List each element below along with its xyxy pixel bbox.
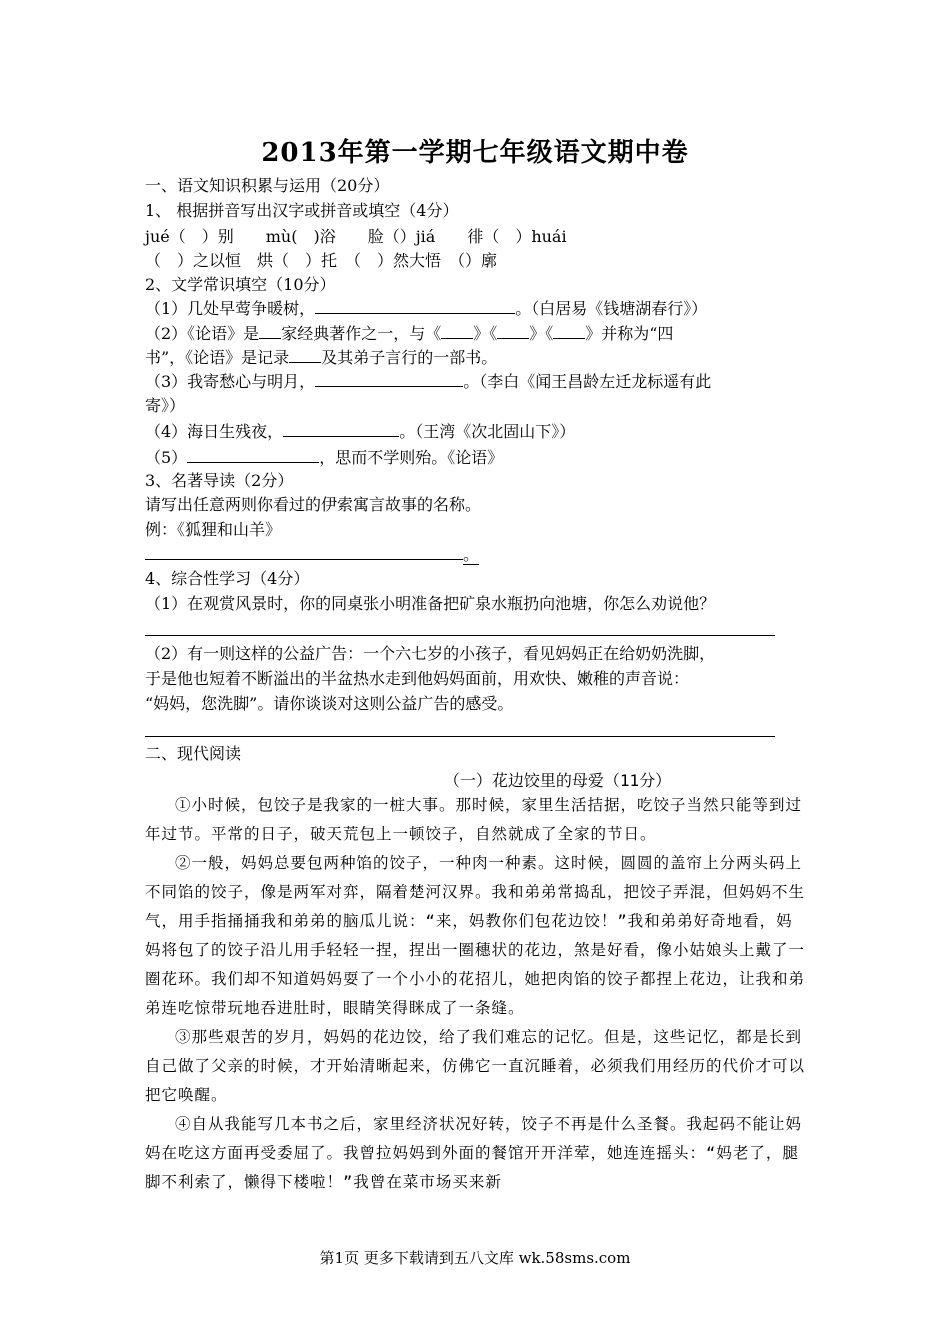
q2-1-suffix: 。（白居易《钱塘湖春行》） <box>515 299 708 318</box>
q3-end: 。 <box>463 545 480 564</box>
q3-heading: 3、名著导读（2分） <box>145 471 294 490</box>
q2-4-suffix: 。（王湾《次北固山下》） <box>399 422 576 441</box>
paragraph-2: ②一般，妈妈总要包两种馅的饺子，一种肉一种素。这时候，圆圆的盖帘上分两头码上不同馅的饺子，像是两军对弈，隔着楚河汉界。我和弟弟常捣乱，把饺子弄混，但妈妈不生气，用手指捅捅我和弟弟的脑瓜儿说：“来，妈教你们包花边饺！”我和弟弟好奇地看，妈妈将包了的饺子沿儿用手轻轻一捏，捏出一圈穗状的花边，煞是好看，像小姑娘头上戴了一圈花环。我们却不知道妈妈耍了一个小小的花招儿，她把肉馅的饺子都捏上花边，让我和弟弟连吃惊带玩地吞进肚时，眼睛笑得眯成了一条缝。 <box>145 854 806 1017</box>
q2-item-2-line-2 <box>145 346 497 370</box>
q2-2-text-b: 家经典著作之一，与《 <box>281 324 442 343</box>
q2-5-prefix: （5） <box>145 448 188 467</box>
q2-2-text-g: 及其弟子言行的一部书。 <box>321 348 498 367</box>
paragraph-1: ①小时候，包饺子是我家的一桩大事。那时候，家里生活拮据，吃饺子当然只能等到过年过节。平常的日子，破天荒包上一顿饺子，自然就成了全家的节日。 <box>145 796 803 843</box>
q2-heading: 2、文学常识填空（10分） <box>145 275 336 294</box>
q2-2-text-e: 》并称为“四 <box>585 324 674 343</box>
paragraph-4: ④自从我能写几本书之后，家里经济状况好转，饺子不再是什么圣餐。我起码不能让妈妈在吃这方面再受委屈了。我曾拉妈妈到外面的餐馆开开洋荤，她连连摇头：“妈老了，腿脚不利索了，懒得下楼啦！”我曾在菜市场买来新 <box>145 1115 803 1191</box>
reading-passage <box>145 791 805 1197</box>
q3-example: 例：《狐狸和山羊》 <box>145 520 282 539</box>
q4-2-answer-line[interactable] <box>145 736 775 737</box>
q2-4-prefix: （4）海日生残夜， <box>145 422 284 441</box>
q2-3-blank[interactable] <box>315 370 463 387</box>
q4-item-2-line-3: “妈妈，您洗脚”。请你谈谈对这则公益广告的感受。 <box>145 694 514 713</box>
q1-heading: 1、 根据拼音写出汉字或拼音或填空（4分） <box>145 201 459 220</box>
section-2-heading: 二、现代阅读 <box>145 744 242 763</box>
q3-text: 请写出任意两则你看过的伊索寓言故事的名称。 <box>145 495 482 514</box>
section-1-heading: 一、语文知识积累与运用（20分） <box>145 176 390 195</box>
q2-item-1 <box>145 297 707 321</box>
q2-2-blank-4[interactable] <box>553 322 585 339</box>
q4-heading: 4、综合性学习（4分） <box>145 569 310 588</box>
reading-subtitle: （一）花边饺里的母爱（11分） <box>443 771 672 790</box>
q2-1-prefix: （1）几处早莺争暖树， <box>145 299 316 318</box>
q2-5-suffix: ，思而不学则殆。《论语》 <box>319 448 504 467</box>
page-title: 2013年第一学期七年级语文期中卷 <box>261 138 689 168</box>
q4-item-2-line-2: 于是他也短着不断溢出的半盆热水走到他妈妈面前，用欢快、嫩稚的声音说： <box>145 669 690 688</box>
q2-2-blank-5[interactable] <box>289 346 321 363</box>
q2-item-5 <box>145 446 503 470</box>
q2-2-blank-2[interactable] <box>441 322 473 339</box>
q2-4-blank[interactable] <box>283 420 399 437</box>
q2-5-blank[interactable] <box>187 446 319 463</box>
q1-line-1: jué（ ）别 mù( )浴 脸（）jiá 徘（ ）huái <box>145 227 567 246</box>
q4-item-2-line-1: （2）有一则这样的公益广告：一个六七岁的小孩子，看见妈妈正在给奶奶洗脚， <box>145 644 716 663</box>
q2-item-2-line-1 <box>145 322 673 346</box>
q2-2-blank-3[interactable] <box>497 322 529 339</box>
q2-3-prefix: （3）我寄愁心与明月， <box>145 372 316 391</box>
q1-line-2: （ ）之以恒 烘（ ）托 （ ）然大悟 （）廓 <box>145 251 498 270</box>
q3-blank[interactable] <box>145 543 463 560</box>
q2-2-text-a: （2）《论语》是 <box>145 324 260 343</box>
q2-2-text-d: 》《 <box>529 324 554 343</box>
q2-item-3-line-1 <box>145 370 711 394</box>
q2-3-suffix: 。（李白《闻王昌龄左迁龙标遥有此 <box>463 372 712 391</box>
q4-1-answer-line[interactable] <box>145 635 775 636</box>
page-footer: 第1页 更多下载请到五八文库 wk.58sms.com <box>319 1249 631 1267</box>
q2-2-text-f: 书”，《论语》是记录 <box>145 348 290 367</box>
paragraph-3: ③那些艰苦的岁月，妈妈的花边饺，给了我们难忘的记忆。但是，这些记忆，都是长到自己做了父亲的时候，才开始清晰起来，仿佛它一直沉睡着，必须我们用经历的代价才可以把它唤醒。 <box>145 1028 806 1104</box>
q3-answer-line <box>145 543 479 567</box>
q2-2-blank-1[interactable] <box>259 322 281 339</box>
q2-item-3-line-2: 寄》） <box>145 396 186 415</box>
q2-2-text-c: 》《 <box>473 324 498 343</box>
q4-item-1: （1）在观赏风景时，你的同桌张小明准备把矿泉水瓶扔向池塘，你怎么劝说他？ <box>145 594 716 613</box>
q2-item-4 <box>145 420 575 444</box>
q2-1-blank[interactable] <box>315 297 515 314</box>
